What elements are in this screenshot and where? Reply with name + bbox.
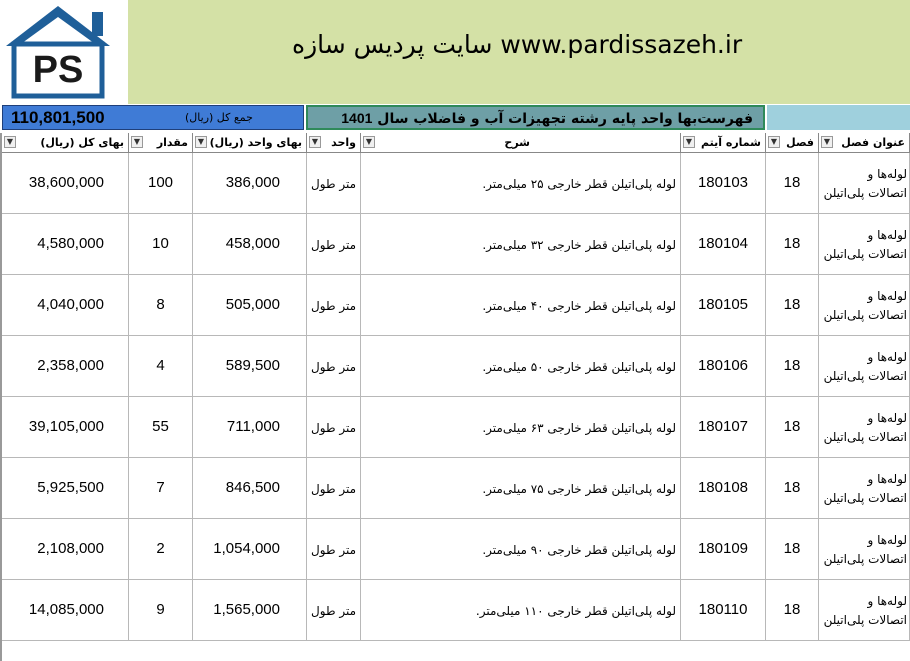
chapter-line: لوله‌ها و <box>867 350 907 364</box>
cell-code[interactable] <box>681 153 766 214</box>
cell-chapter[interactable] <box>819 519 910 580</box>
cell-unit-price[interactable] <box>193 580 307 641</box>
cell-qty[interactable] <box>129 214 193 275</box>
logo <box>0 0 128 104</box>
cell-section-value: 18 <box>783 540 801 557</box>
cell-code-value: 180106 <box>697 357 749 374</box>
cell-unit-value: متر طول <box>311 238 356 252</box>
cell-desc-value: لوله پلی‌اتیلن قطر خارجی ۴۰ میلی‌متر. <box>482 299 676 313</box>
cell-qty-value: 7 <box>156 479 165 496</box>
cell-unit-price[interactable] <box>193 519 307 580</box>
chapter-text <box>824 531 907 569</box>
filter-dropdown-icon[interactable]: ▼ <box>309 136 321 148</box>
cell-unit-price-value: 846,500 <box>225 479 280 496</box>
table-row <box>0 214 910 275</box>
cell-unit[interactable] <box>307 275 361 336</box>
cell-chapter[interactable] <box>819 580 910 641</box>
cell-code[interactable] <box>681 580 766 641</box>
chapter-line: اتصالات پلی‌اتیلن <box>823 308 907 322</box>
cell-unit[interactable] <box>307 336 361 397</box>
cell-section[interactable] <box>766 153 819 214</box>
cell-total-value: 14,085,000 <box>28 601 104 618</box>
cell-qty[interactable] <box>129 275 193 336</box>
cell-desc[interactable] <box>361 519 681 580</box>
cell-desc-value: لوله پلی‌اتیلن قطر خارجی ۱۱۰ میلی‌متر. <box>475 604 676 618</box>
cell-unit-value: متر طول <box>311 543 356 557</box>
site-title: سایت پردیس سازه www.pardissazeh.ir <box>292 30 743 59</box>
cell-section[interactable] <box>766 397 819 458</box>
cell-section-value: 18 <box>783 418 801 435</box>
cell-desc[interactable] <box>361 275 681 336</box>
chapter-text <box>824 348 907 386</box>
cell-qty-value: 2 <box>156 540 165 557</box>
chapter-text <box>824 470 907 508</box>
cell-unit-price-value: 1,054,000 <box>213 540 280 557</box>
cell-desc-value: لوله پلی‌اتیلن قطر خارجی ۵۰ میلی‌متر. <box>482 360 676 374</box>
filter-dropdown-icon[interactable]: ▼ <box>4 136 16 148</box>
chapter-line: اتصالات پلی‌اتیلن <box>823 430 907 444</box>
chapter-text <box>824 287 907 325</box>
chapter-text <box>824 165 907 203</box>
chapter-line: اتصالات پلی‌اتیلن <box>823 552 907 566</box>
cell-code[interactable] <box>681 214 766 275</box>
cell-qty-value: 8 <box>156 296 165 313</box>
cell-qty-value: 100 <box>147 174 174 191</box>
chapter-line: اتصالات پلی‌اتیلن <box>823 491 907 505</box>
cell-unit-value: متر طول <box>311 604 356 618</box>
site-banner <box>0 0 910 104</box>
cell-total-value: 4,040,000 <box>37 296 104 313</box>
filter-dropdown-icon[interactable]: ▼ <box>683 136 695 148</box>
cell-section[interactable] <box>766 519 819 580</box>
cell-total-value: 5,925,500 <box>37 479 104 496</box>
cell-unit-price[interactable] <box>193 336 307 397</box>
cell-unit[interactable] <box>307 580 361 641</box>
cell-code-value: 180109 <box>697 540 749 557</box>
cell-unit-price-value: 711,000 <box>226 418 280 435</box>
sheet-title-text: فهرست‌بها واحد پایه رشته تجهیزات آب و فاضلاب سال <box>377 111 753 127</box>
logo-text: PS <box>32 49 84 91</box>
cell-code[interactable] <box>681 275 766 336</box>
cell-total[interactable] <box>2 580 129 641</box>
chapter-text <box>824 592 907 630</box>
cell-unit-value: متر طول <box>311 299 356 313</box>
cell-unit-price[interactable] <box>193 214 307 275</box>
cell-unit-value: متر طول <box>311 421 356 435</box>
cell-code-value: 180103 <box>697 174 749 191</box>
cell-section-value: 18 <box>783 296 801 313</box>
sheet-title-cell[interactable] <box>306 105 765 130</box>
header-code[interactable]: ▼ شماره آیتم <box>681 133 766 153</box>
cell-total-value: 38,600,000 <box>28 174 104 191</box>
house-logo-icon <box>0 0 128 104</box>
cell-chapter[interactable] <box>819 214 910 275</box>
cell-unit-price[interactable] <box>193 275 307 336</box>
cell-total[interactable] <box>2 458 129 519</box>
cell-section[interactable] <box>766 336 819 397</box>
cell-total-value: 2,358,000 <box>37 357 104 374</box>
cell-desc-value: لوله پلی‌اتیلن قطر خارجی ۶۳ میلی‌متر. <box>482 421 676 435</box>
cell-desc-value: لوله پلی‌اتیلن قطر خارجی ۲۵ میلی‌متر. <box>482 177 676 191</box>
chapter-line: اتصالات پلی‌اتیلن <box>823 186 907 200</box>
cell-desc-value: لوله پلی‌اتیلن قطر خارجی ۷۵ میلی‌متر. <box>482 482 676 496</box>
cell-total[interactable] <box>2 397 129 458</box>
header-total[interactable]: ▼ بهای کل (ریال) <box>2 133 129 153</box>
cell-unit-price-value: 1,565,000 <box>213 601 280 618</box>
filter-dropdown-icon[interactable]: ▼ <box>131 136 143 148</box>
cell-code-value: 180110 <box>698 601 748 618</box>
cell-unit[interactable] <box>307 458 361 519</box>
chapter-line: اتصالات پلی‌اتیلن <box>823 369 907 383</box>
chapter-line: لوله‌ها و <box>867 594 907 608</box>
summary-row <box>0 104 910 132</box>
cell-section-value: 18 <box>783 357 801 374</box>
cell-total-value: 2,108,000 <box>37 540 104 557</box>
cell-total[interactable] <box>2 214 129 275</box>
cell-section[interactable] <box>766 458 819 519</box>
cell-section-value: 18 <box>783 174 801 191</box>
header-unit-price[interactable]: ▼ بهای واحد (ریال) <box>193 133 307 153</box>
header-desc[interactable]: ▼ شرح <box>361 133 681 153</box>
cell-chapter[interactable] <box>819 458 910 519</box>
filter-dropdown-icon[interactable]: ▼ <box>195 136 207 148</box>
cell-unit-value: متر طول <box>311 177 356 191</box>
cell-total[interactable] <box>2 519 129 580</box>
table-row <box>0 580 910 641</box>
cell-unit-price[interactable] <box>193 397 307 458</box>
cell-chapter[interactable] <box>819 336 910 397</box>
chapter-line: لوله‌ها و <box>867 533 907 547</box>
chapter-line: اتصالات پلی‌اتیلن <box>823 247 907 261</box>
cell-chapter[interactable] <box>819 153 910 214</box>
cell-unit-price-value: 386,000 <box>225 174 280 191</box>
cell-unit-value: متر طول <box>311 360 356 374</box>
cell-desc[interactable] <box>361 580 681 641</box>
cell-qty-value: 9 <box>156 601 165 618</box>
cell-desc-value: لوله پلی‌اتیلن قطر خارجی ۹۰ میلی‌متر. <box>482 543 676 557</box>
table-row <box>0 275 910 336</box>
cell-unit-price-value: 589,500 <box>225 357 280 374</box>
cell-chapter[interactable] <box>819 397 910 458</box>
chapter-line: لوله‌ها و <box>867 167 907 181</box>
cell-unit-value: متر طول <box>311 482 356 496</box>
chapter-line: لوله‌ها و <box>867 289 907 303</box>
filter-dropdown-icon[interactable]: ▼ <box>821 136 833 148</box>
cell-qty-value: 10 <box>152 235 169 252</box>
table-row <box>0 458 910 519</box>
cell-section[interactable] <box>766 214 819 275</box>
cell-total-value: 4,580,000 <box>37 235 104 252</box>
cell-desc[interactable] <box>361 336 681 397</box>
cell-total-value: 39,105,000 <box>28 418 104 435</box>
cell-qty[interactable] <box>129 458 193 519</box>
cell-chapter[interactable] <box>819 275 910 336</box>
chapter-line: لوله‌ها و <box>867 411 907 425</box>
cell-qty-value: 4 <box>156 357 165 374</box>
cell-code-value: 180107 <box>697 418 749 435</box>
cell-qty[interactable] <box>129 519 193 580</box>
cell-code-value: 180104 <box>697 235 749 252</box>
grand-total-cell[interactable] <box>2 105 304 130</box>
chapter-line: لوله‌ها و <box>867 228 907 242</box>
cell-section[interactable] <box>766 580 819 641</box>
cell-code-value: 180105 <box>697 296 749 313</box>
column-header-row <box>0 133 910 153</box>
cell-desc[interactable] <box>361 397 681 458</box>
cell-section-value: 18 <box>783 235 801 252</box>
cell-unit-price[interactable] <box>193 458 307 519</box>
cell-total[interactable] <box>2 153 129 214</box>
cell-total[interactable] <box>2 275 129 336</box>
sheet-title <box>341 110 753 127</box>
filter-dropdown-icon[interactable]: ▼ <box>768 136 780 148</box>
header-section[interactable]: ▼ فصل <box>766 133 819 153</box>
cell-unit[interactable] <box>307 397 361 458</box>
cell-unit[interactable] <box>307 519 361 580</box>
cell-qty[interactable] <box>129 336 193 397</box>
cell-qty[interactable] <box>129 153 193 214</box>
chapter-text <box>824 226 907 264</box>
cell-unit[interactable] <box>307 214 361 275</box>
cell-qty[interactable] <box>129 397 193 458</box>
cell-desc-value: لوله پلی‌اتیلن قطر خارجی ۳۲ میلی‌متر. <box>482 238 676 252</box>
cell-unit[interactable] <box>307 153 361 214</box>
cell-desc[interactable] <box>361 214 681 275</box>
cell-section-value: 18 <box>783 601 801 618</box>
cell-qty[interactable] <box>129 580 193 641</box>
grand-total-label: جمع کل (ریال) <box>185 111 253 124</box>
grand-total-value: 110,801,500 <box>11 108 105 127</box>
cell-code[interactable] <box>681 397 766 458</box>
sheet-title-year: 1401 <box>341 110 373 126</box>
cell-code[interactable] <box>681 458 766 519</box>
cell-qty-value: 55 <box>152 418 169 435</box>
cell-section[interactable] <box>766 275 819 336</box>
blank-cell[interactable] <box>767 105 910 130</box>
chapter-line: لوله‌ها و <box>867 472 907 486</box>
cell-unit-price-value: 505,000 <box>225 296 280 313</box>
cell-unit-price[interactable] <box>193 153 307 214</box>
chapter-text <box>824 409 907 447</box>
cell-section-value: 18 <box>783 479 801 496</box>
cell-code[interactable] <box>681 519 766 580</box>
chapter-line: اتصالات پلی‌اتیلن <box>823 613 907 627</box>
table-row <box>0 519 910 580</box>
cell-code-value: 180108 <box>697 479 749 496</box>
header-qty[interactable]: ▼ مقدار <box>129 133 193 153</box>
cell-desc[interactable] <box>361 153 681 214</box>
filter-dropdown-icon[interactable]: ▼ <box>363 136 375 148</box>
table-row <box>0 397 910 458</box>
cell-total[interactable] <box>2 336 129 397</box>
header-chapter[interactable]: ▼ عنوان فصل <box>819 133 910 153</box>
cell-code[interactable] <box>681 336 766 397</box>
header-unit[interactable]: ▼ واحد <box>307 133 361 153</box>
table-row <box>0 336 910 397</box>
cell-desc[interactable] <box>361 458 681 519</box>
table-row <box>0 153 910 214</box>
cell-unit-price-value: 458,000 <box>225 235 280 252</box>
